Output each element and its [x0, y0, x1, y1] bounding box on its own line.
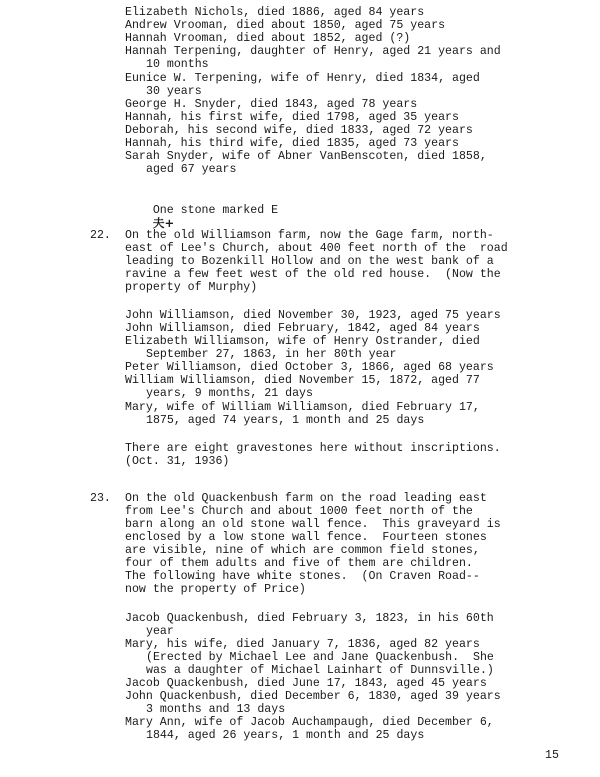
entry-line: 3 months and 13 days: [146, 703, 286, 716]
section-number: 23.: [90, 492, 111, 505]
section-desc-line: property of Murphy): [125, 281, 258, 294]
entry-line: aged 67 years: [146, 163, 237, 176]
entry-line: Elizabeth Williamson, wife of Henry Ostrander, died: [125, 335, 480, 348]
section-desc-line: On the old Williamson farm, now the Gage farm, north-: [125, 229, 494, 242]
page-number: 15: [545, 749, 559, 762]
entry-line: Eunice W. Terpening, wife of Henry, died 1834, aged: [125, 72, 480, 85]
entry-line: Hannah Vrooman, died about 1852, aged (?): [125, 32, 411, 45]
entry-line: Hannah, his first wife, died 1798, aged 35 years: [125, 111, 459, 124]
section-desc-line: now the property of Price): [125, 583, 306, 596]
section-desc-line: leading to Bozenkill Hollow and on the west bank of a: [125, 255, 494, 268]
entry-line: 1875, aged 74 years, 1 month and 25 days: [146, 414, 425, 427]
section-note-line: (Oct. 31, 1936): [125, 455, 230, 468]
section-desc-line: ravine a few feet west of the old red house. (Now the: [125, 268, 501, 281]
section-desc-line: The following have white stones. (On Craven Road--: [125, 570, 480, 583]
entry-line: (Erected by Michael Lee and Jane Quackenbush. She: [146, 651, 494, 664]
entry-line: Hannah, his third wife, died 1835, aged 73 years: [125, 137, 459, 150]
entry-line: Hannah Terpening, daughter of Henry, aged 21 years and: [125, 45, 501, 58]
stone-symbol: 夫+: [152, 216, 175, 230]
stone-marked-text: One stone marked E: [152, 204, 279, 217]
entry-line: Jacob Quackenbush, died June 17, 1843, aged 45 years: [125, 677, 487, 690]
section-desc-line: four of them adults and five of them are children.: [125, 557, 473, 570]
entry-line: Elizabeth Nichols, died 1886, aged 84 years: [125, 6, 425, 19]
section-number: 22.: [90, 229, 111, 242]
entry-line: Jacob Quackenbush, died February 3, 1823, in his 60th: [125, 612, 494, 625]
entry-line: 10 months: [146, 58, 209, 71]
entry-line: year: [146, 625, 174, 638]
section-desc-line: east of Lee's Church, about 400 feet north of the road: [125, 242, 508, 255]
entry-line: Sarah Snyder, wife of Abner VanBenscoten, died 1858,: [125, 150, 487, 163]
entry-line: was a daughter of Michael Lainhart of Dunnsville.): [146, 664, 494, 677]
entry-line: Mary, wife of William Williamson, died February 17,: [125, 401, 480, 414]
section-desc-line: from Lee's Church and about 1000 feet north of the: [125, 505, 473, 518]
entry-line: John Quackenbush, died December 6, 1830, aged 39 years: [125, 690, 501, 703]
entry-line: Deborah, his second wife, died 1833, aged 72 years: [125, 124, 473, 137]
entry-line: John Williamson, died November 30, 1923, aged 75 years: [125, 309, 501, 322]
section-desc-line: are visible, nine of which are common field stones,: [125, 544, 480, 557]
entry-line: years, 9 months, 21 days: [146, 387, 313, 400]
entry-line: Peter Williamson, died October 3, 1866, aged 68 years: [125, 361, 494, 374]
entry-line: 30 years: [146, 85, 202, 98]
entry-line: Mary Ann, wife of Jacob Auchampaugh, died December 6,: [125, 716, 494, 729]
section-desc-line: enclosed by a low stone wall fence. Fourteen stones: [125, 531, 487, 544]
section-note-line: There are eight gravestones here without inscriptions.: [125, 442, 501, 455]
entry-line: John Williamson, died February, 1842, aged 84 years: [125, 322, 480, 335]
entry-line: Andrew Vrooman, died about 1850, aged 75 years: [125, 19, 446, 32]
entry-line: Mary, his wife, died January 7, 1836, aged 82 years: [125, 638, 480, 651]
entry-line: September 27, 1863, in her 80th year: [146, 348, 397, 361]
entry-line: William Williamson, died November 15, 1872, aged 77: [125, 374, 480, 387]
section-desc-line: On the old Quackenbush farm on the road leading east: [125, 492, 487, 505]
entry-line: 1844, aged 26 years, 1 month and 25 days: [146, 729, 425, 742]
entry-line: George H. Snyder, died 1843, aged 78 years: [125, 98, 418, 111]
section-desc-line: barn along an old stone wall fence. This graveyard is: [125, 518, 501, 531]
